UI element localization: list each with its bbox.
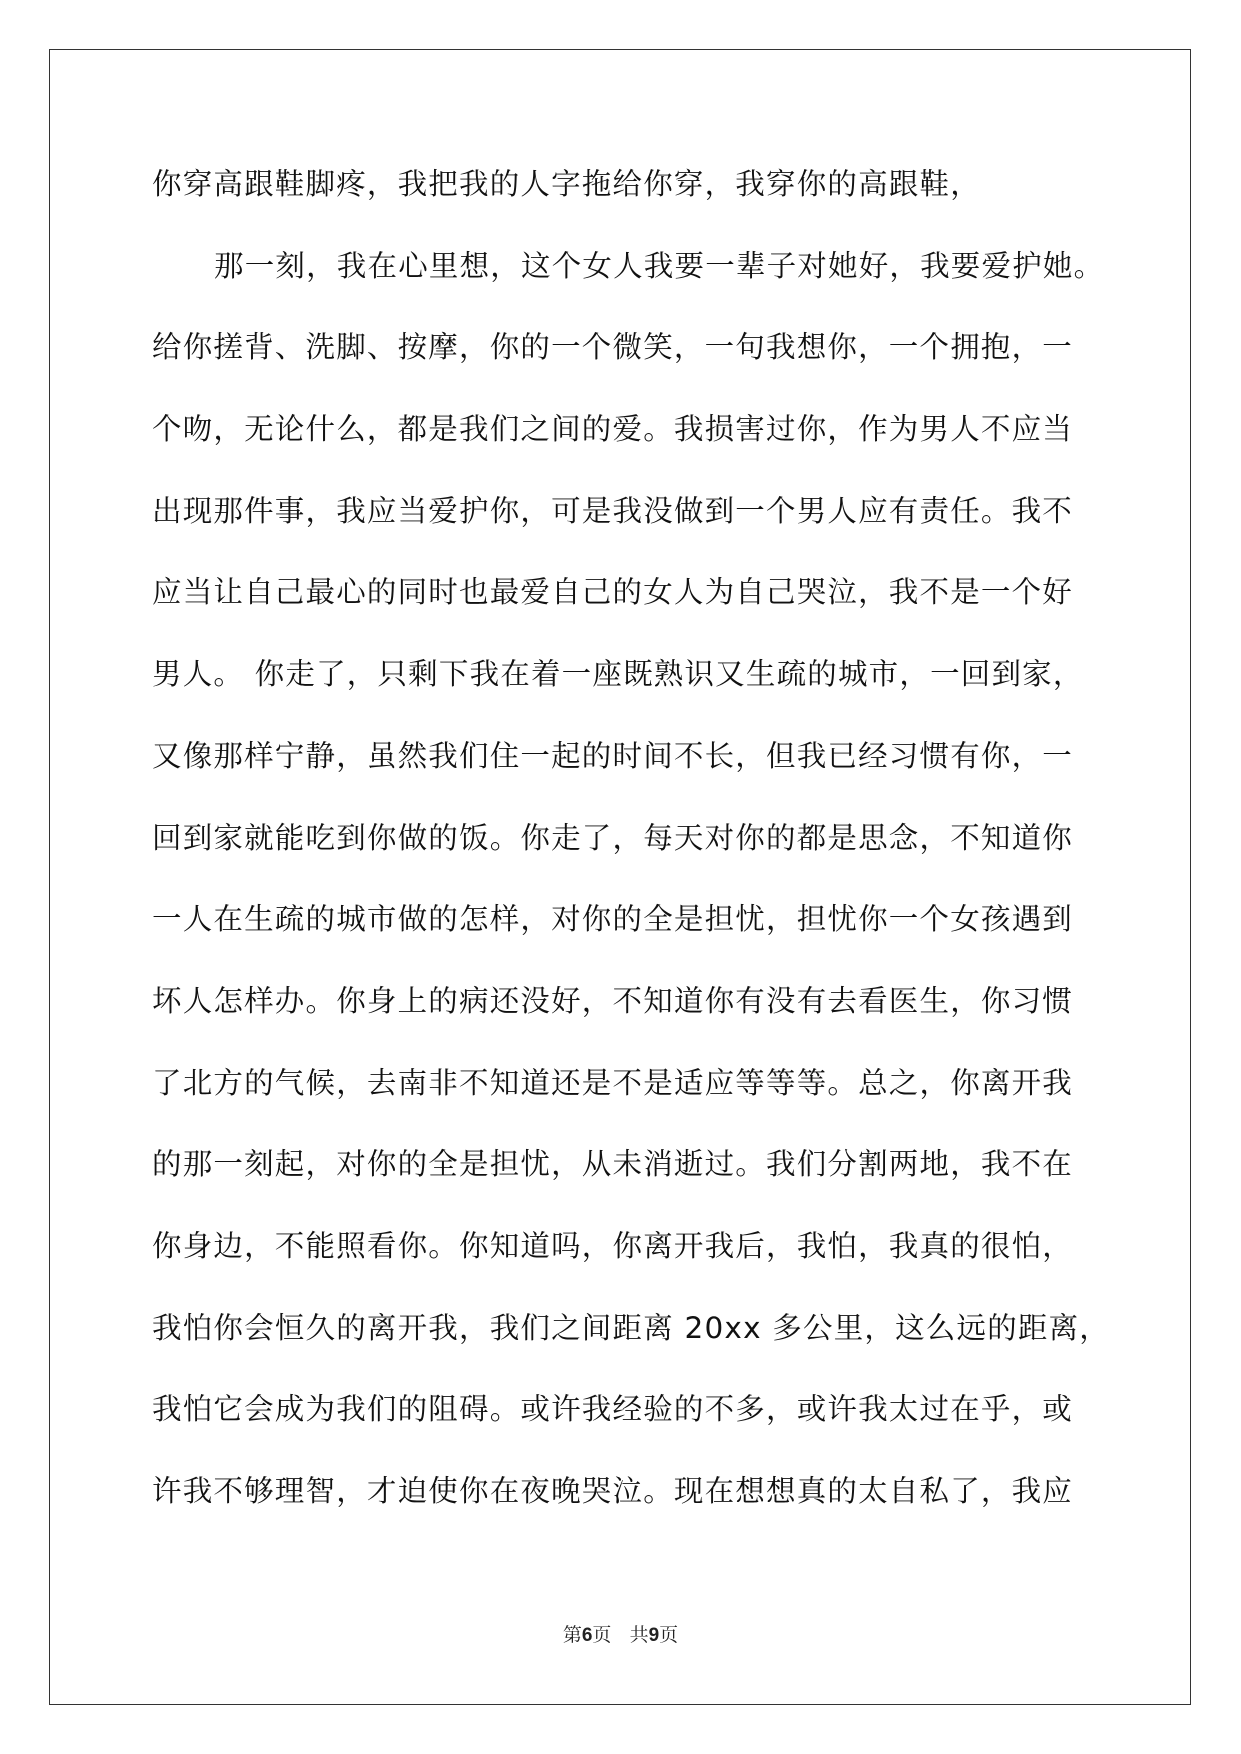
text-line-14: 你身边，不能照看你。你知道吗，你离开我后，我怕，我真的很怕， [152,1228,1074,1263]
text-line-16: 我怕它会成为我们的阻碍。或许我经验的不多，或许我太过在乎，或 [152,1392,1074,1427]
text-line-13: 的那一刻起，对你的全是担忧，从未消逝过。我们分割两地，我不在 [152,1147,1074,1182]
text-line-15: 我怕你会恒久的离开我，我们之间距离 20xx 多公里，这么远的距离， [152,1310,1111,1345]
page-suffix: 页 [592,1624,612,1646]
text-line-12: 了北方的气候，去南非不知道还是不是适应等等等。总之，你离开我 [152,1065,1074,1100]
text-line-10: 一人在生疏的城市做的怎样，对你的全是担忧，担忧你一个女孩遇到 [152,902,1074,937]
total-page-number: 9 [648,1625,660,1646]
total-suffix: 页 [659,1624,679,1646]
text-line-8: 又像那样宁静，虽然我们住一起的时间不长，但我已经习惯有你，一 [152,738,1074,773]
text-line-1: 你穿高跟鞋脚疼，我把我的人字拖给你穿，我穿你的高跟鞋， [152,167,981,201]
text-line-4: 个吻，无论什么，都是我们之间的爱。我损害过你，作为男人不应当 [152,412,1074,447]
text-line-7: 男人。 你走了，只剩下我在着一座既熟识又生疏的城市，一回到家， [152,657,1084,692]
text-line-17: 许我不够理智，才迫使你在夜晚哭泣。现在想想真的太自私了，我应 [152,1474,1074,1508]
total-prefix: 共 [629,1624,649,1646]
page-prefix: 第 [562,1624,582,1646]
text-line-3: 给你搓背、洗脚、按摩，你的一个微笑，一句我想你，一个拥抱，一 [152,330,1074,365]
text-line-11: 坏人怎样办。你身上的病还没好，不知道你有没有去看医生，你习惯 [152,983,1074,1018]
text-line-6: 应当让自己最心的同时也最爱自己的女人为自己哭泣，我不是一个好 [152,575,1074,610]
text-line-2: 那一刻，我在心里想，这个女人我要一辈子对她好，我要爱护她。 [214,248,1105,283]
current-page-number: 6 [581,1625,593,1646]
document-body [152,166,1112,1555]
text-line-9: 回到家就能吃到你做的饭。你走了，每天对你的都是思念，不知道你 [152,820,1074,855]
page-footer [0,1620,1241,1647]
text-line-5: 出现那件事，我应当爱护你，可是我没做到一个男人应有责任。我不 [152,493,1074,528]
